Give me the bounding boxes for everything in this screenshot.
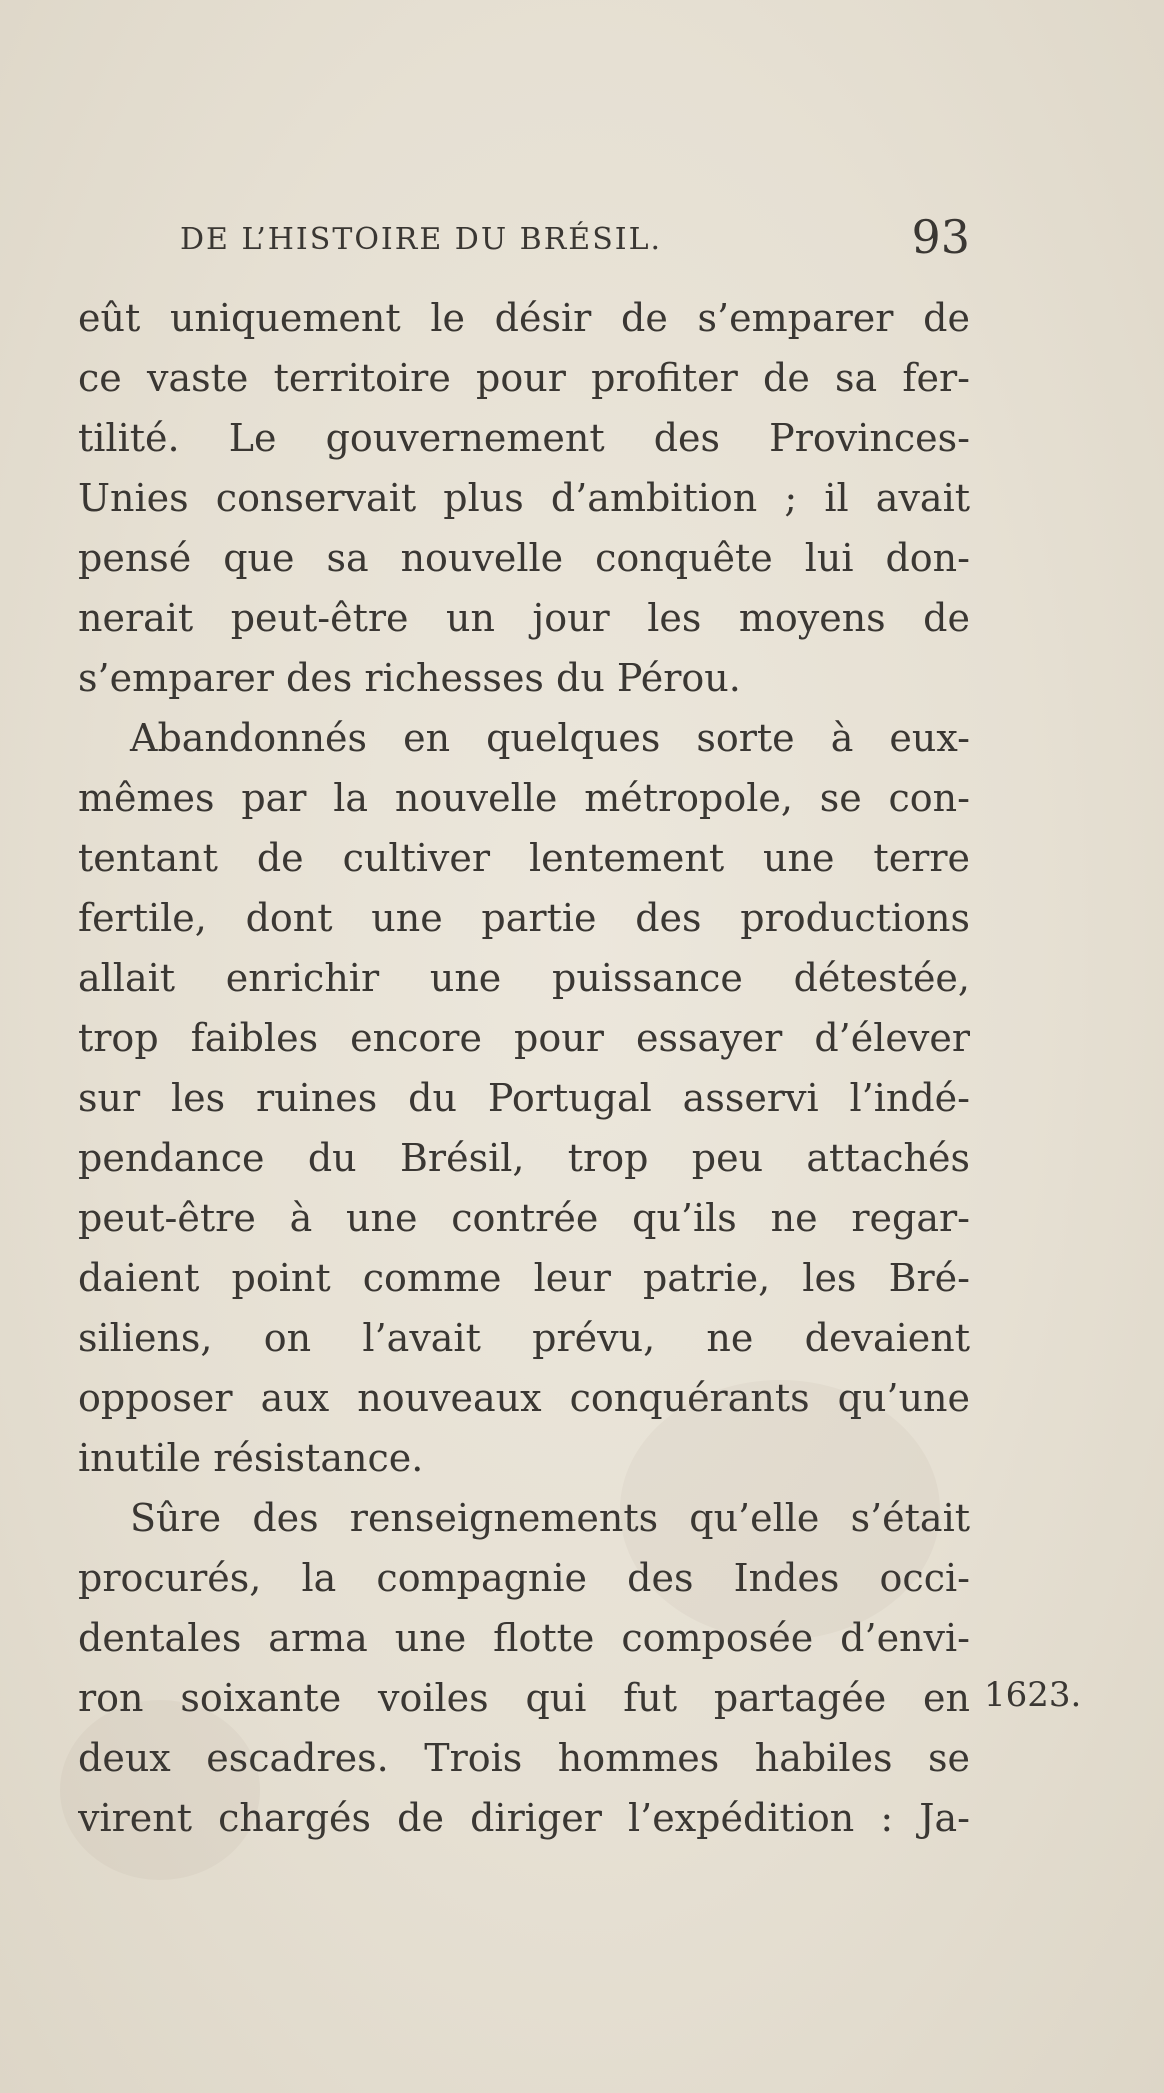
text-line: Abandonnés en quelques sorte à eux- — [130, 716, 970, 760]
body-text — [78, 288, 970, 1848]
text-line: s’emparer des richesses du Pérou. — [78, 656, 741, 700]
text-line: ce vaste territoire pour profiter de sa fer- — [78, 356, 970, 400]
text-line: procurés, la compagnie des Indes occi- — [78, 1556, 970, 1600]
text-line: virent chargés de diriger l’expédition : Ja- — [78, 1796, 970, 1840]
running-head: DE L’HISTOIRE DU BRÉSIL. — [180, 222, 663, 257]
text-line: daient point comme leur patrie, les Bré- — [78, 1256, 970, 1300]
text-line: peut-être à une contrée qu’ils ne regar- — [78, 1196, 970, 1240]
text-line: trop faibles encore pour essayer d’élever — [78, 1016, 970, 1060]
text-line: Sûre des renseignements qu’elle s’était — [130, 1496, 970, 1540]
text-line: pensé que sa nouvelle conquête lui don- — [78, 536, 970, 580]
text-line: ron soixante voiles qui fut partagée en — [78, 1676, 970, 1720]
text-line: tilité. Le gouvernement des Provinces- — [78, 416, 970, 460]
text-line: sur les ruines du Portugal asservi l’indé- — [78, 1076, 970, 1120]
text-line: nerait peut-être un jour les moyens de — [78, 596, 970, 640]
text-line: Unies conservait plus d’ambition ; il avait — [78, 476, 970, 520]
page-number: 93 — [911, 210, 970, 264]
text-line: mêmes par la nouvelle métropole, se con- — [78, 776, 970, 820]
margin-year-note: 1623. — [984, 1675, 1082, 1715]
text-line: tentant de cultiver lentement une terre — [78, 836, 970, 880]
text-line: allait enrichir une puissance détestée, — [78, 956, 970, 1000]
text-line: inutile résistance. — [78, 1436, 424, 1480]
text-line: opposer aux nouveaux conquérants qu’une — [78, 1376, 970, 1420]
page-header — [180, 210, 970, 282]
text-line: eût uniquement le désir de s’emparer de — [78, 296, 970, 340]
text-line: dentales arma une flotte composée d’envi- — [78, 1616, 970, 1660]
text-line: fertile, dont une partie des productions — [78, 896, 970, 940]
text-line: siliens, on l’avait prévu, ne devaient — [78, 1316, 970, 1360]
text-line: pendance du Brésil, trop peu attachés — [78, 1136, 970, 1180]
text-line: deux escadres. Trois hommes habiles se — [78, 1736, 970, 1780]
